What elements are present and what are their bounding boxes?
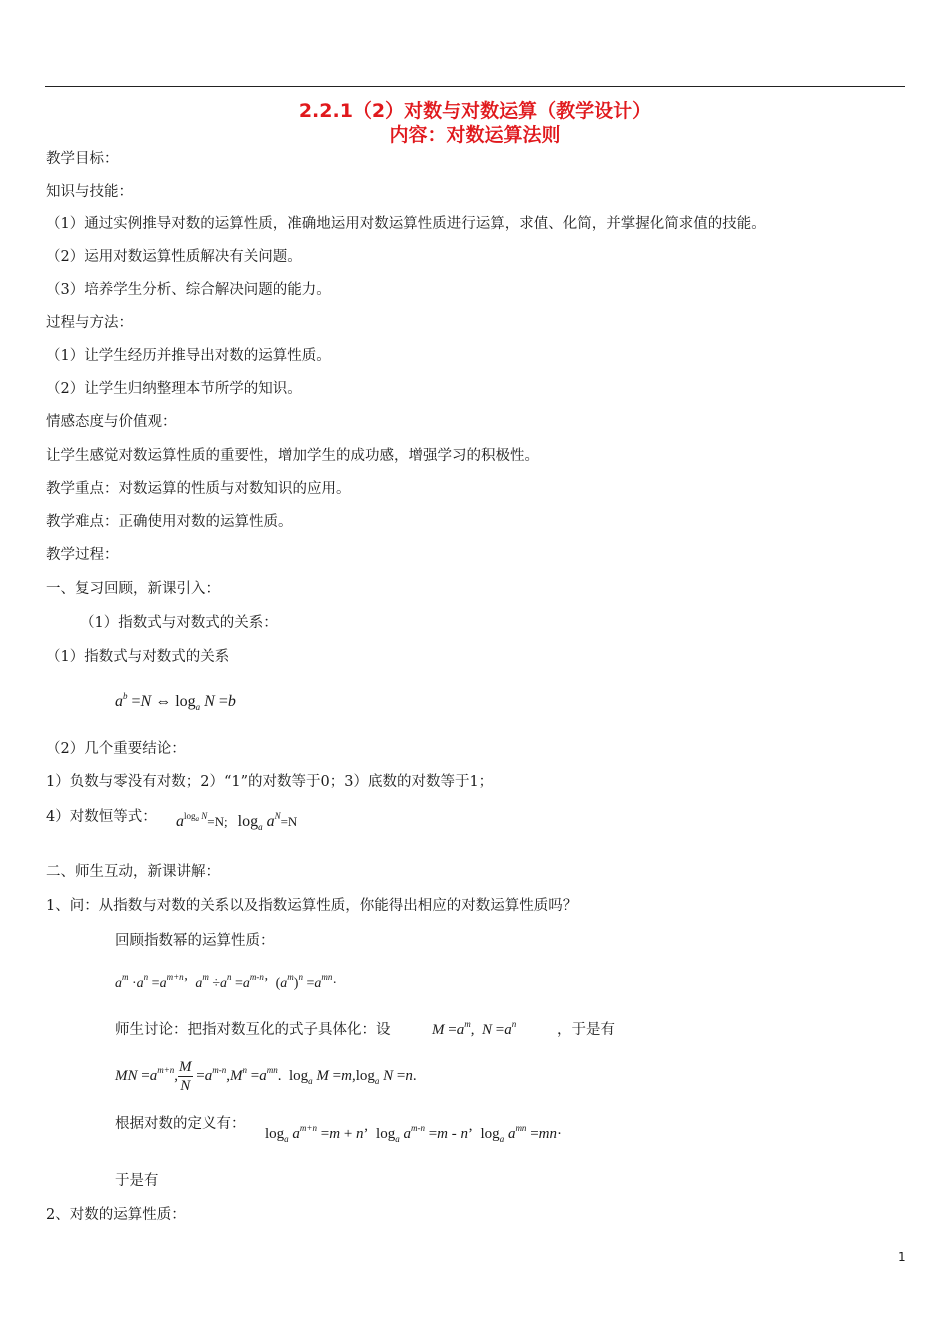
text-line: ，于是有 xyxy=(557,1022,615,1038)
text-line: 教学难点：正确使用对数的运算性质。 xyxy=(46,514,293,530)
formula-log-definitions: $\log_a a^{m+n} =m + n$’ $\log_a a^{m-n} =m - n$’ $\log_a a^{mn} =mn\cdot$ xyxy=(265,1123,562,1144)
text-line: 回顾指数幂的运算性质： xyxy=(115,933,275,949)
text-line: 教学过程： xyxy=(46,547,119,563)
text-line: （3）培养学生分析、综合解决问题的能力。 xyxy=(46,282,331,298)
text-line: （1）通过实例推导对数的运算性质，准确地运用对数运算性质进行运算，求值、化简，并掌握化简求值的技能。 xyxy=(46,216,766,232)
text-line: （2）让学生归纳整理本节所学的知识。 xyxy=(46,381,302,397)
text-line: （2）运用对数运算性质解决有关问题。 xyxy=(46,249,302,265)
formula-exp-rules: $a^m \cdot a^n =a^{m+n}$’ $a^m \div a^n =a^{m-n}$’ $(a^m)^n =a^{mn}\cdot$ xyxy=(115,972,338,991)
text-line: 1）负数与零没有对数；2）“1”的对数等于0；3）底数的对数等于1； xyxy=(46,774,494,790)
formula-product-quotient: MN $=a^{m+n}$, $\frac{M}{N}$ $=a^{m-n},M^n =a^{mn}$. $\log_a M =m,\log_a$ N =n. xyxy=(115,1059,417,1094)
text-line: 一、复习回顾，新课引入： xyxy=(46,581,220,597)
document-subtitle: 内容：对数运算法则 xyxy=(389,124,561,146)
text-line: 过程与方法： xyxy=(46,315,133,331)
text-line: 2、对数的运算性质： xyxy=(46,1207,186,1223)
text-line: 情感态度与价值观： xyxy=(46,414,177,430)
text-line: （2）几个重要结论： xyxy=(46,741,186,757)
text-line: （1）指数式与对数式的关系 xyxy=(46,649,230,665)
text-line: 1、问：从指数与对数的关系以及指数运算性质，你能得出相应的对数运算性质吗？ xyxy=(46,898,578,914)
text-line: 4）对数恒等式： xyxy=(46,809,157,825)
formula-substitution: $M =a^m$, $N =a^n$ xyxy=(432,1019,517,1038)
formula-log-identity: $a^{log_a N}=N$; $\log_a a^N=N$ xyxy=(176,811,298,832)
text-line: 根据对数的定义有： xyxy=(115,1116,246,1132)
text-line: 让学生感觉对数运算性质的重要性，增加学生的成功感，增强学习的积极性。 xyxy=(46,448,539,464)
text-line: （1）指数式与对数式的关系： xyxy=(80,615,278,631)
text-line: 二、师生互动，新课讲解： xyxy=(46,864,220,880)
text-line: 教学目标： xyxy=(46,151,119,167)
text-line: 师生讨论：把指对数互化的式子具体化：设 xyxy=(115,1022,391,1038)
text-line: （1）让学生经历并推导出对数的运算性质。 xyxy=(46,348,331,364)
formula-exp-log-relation: $a^b =N$ ⇔ $\log_a N =b$ xyxy=(115,691,236,712)
text-line: 教学重点：对数运算的性质与对数知识的应用。 xyxy=(46,481,351,497)
text-line: 知识与技能： xyxy=(46,184,133,200)
header-rule xyxy=(45,86,905,87)
text-line: 于是有 xyxy=(115,1173,159,1189)
document-title: 2.2.1（2）对数与对数运算（教学设计） xyxy=(298,100,652,122)
page-number: 1 xyxy=(898,1250,906,1264)
